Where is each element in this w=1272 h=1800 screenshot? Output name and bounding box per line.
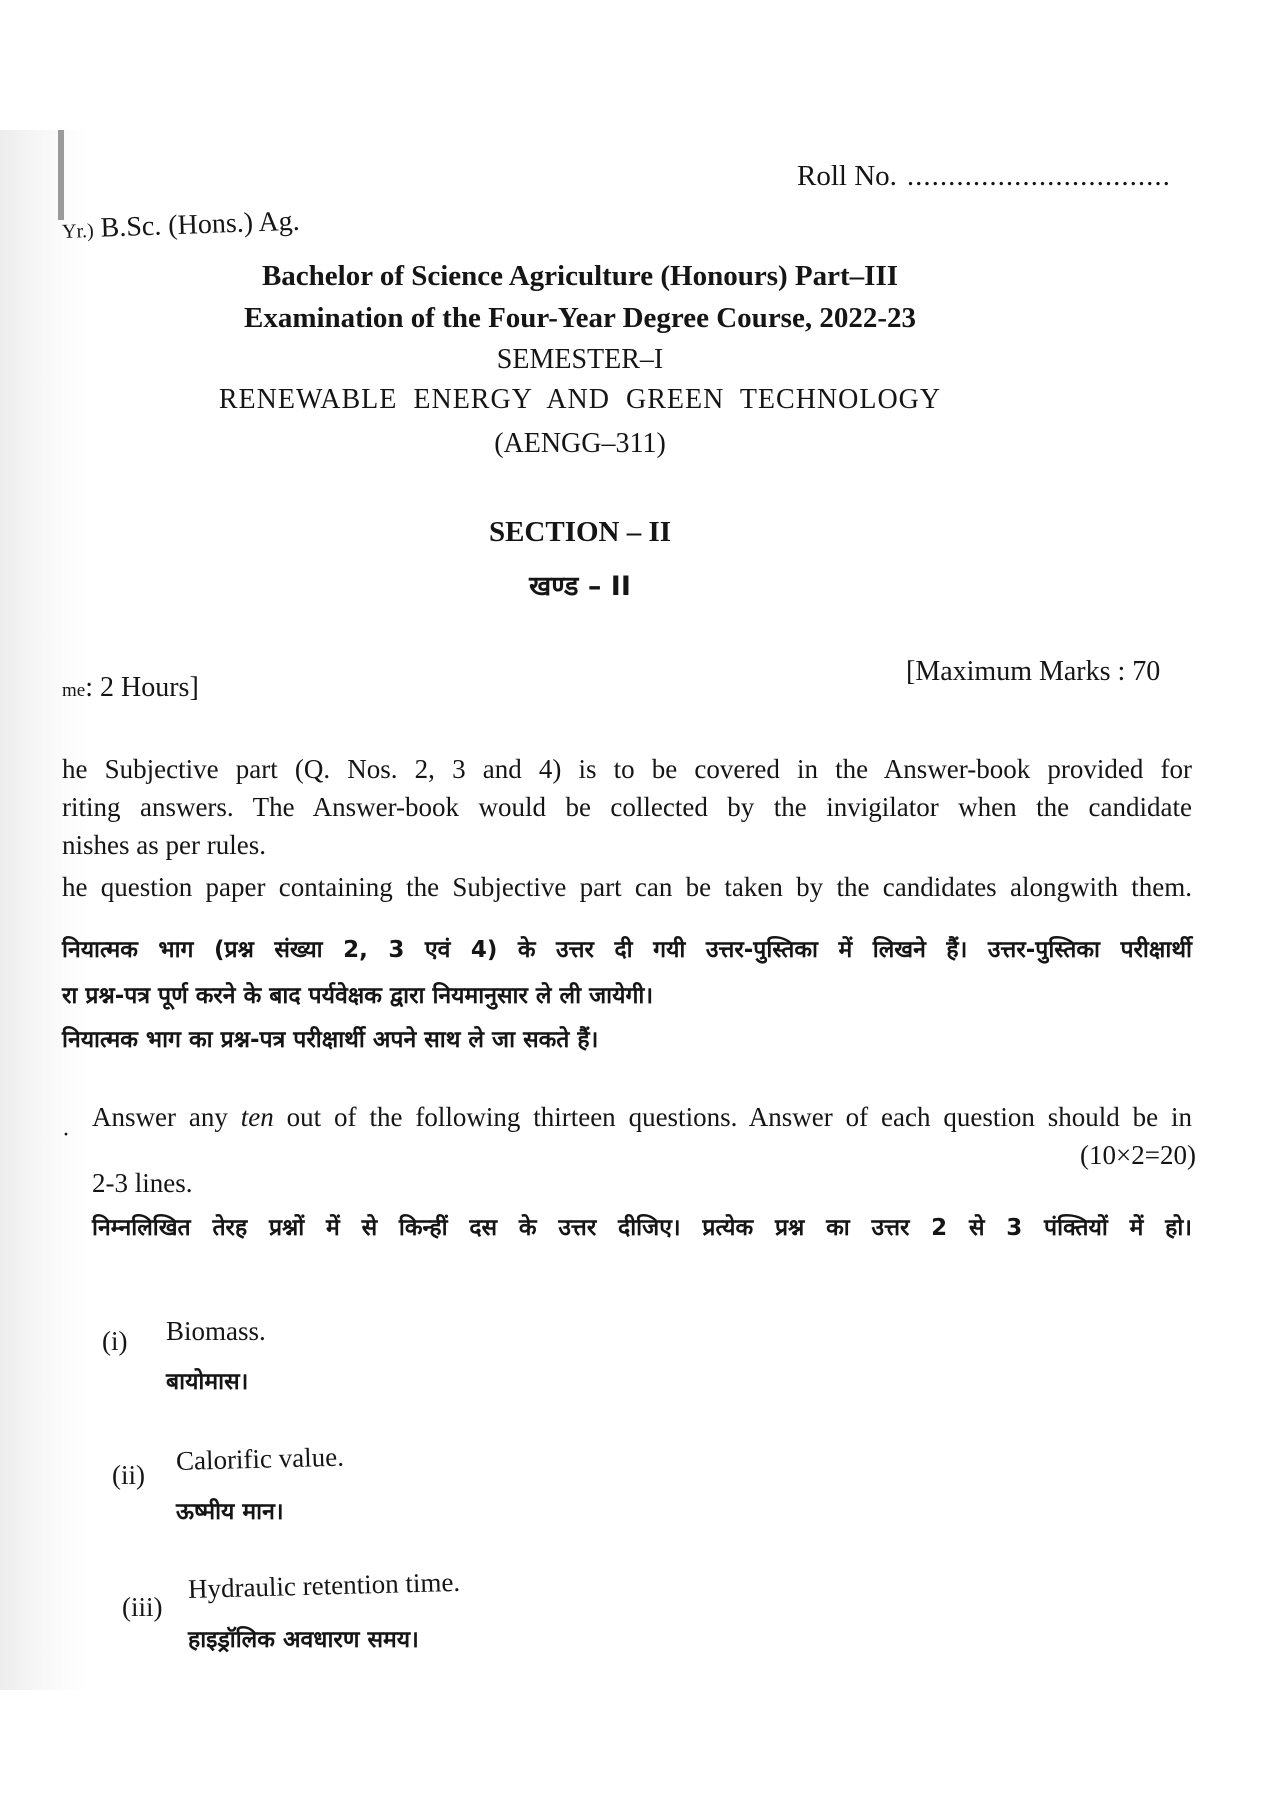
roll-dots: ................................ [906,160,1171,192]
sub-question-number: (iii) [122,1592,163,1622]
section-heading: SECTION – II [488,516,672,548]
sub-question-english: Hydraulic retention time. [187,1566,461,1604]
maximum-marks: [Maximum Marks : 70 [906,656,1161,687]
semester-label: SEMESTER–I [496,344,664,375]
sub-question-hindi: बायोमास। [166,1369,249,1395]
instruction-hindi-2: नियात्मक भाग का प्रश्न-पत्र परीक्षार्थी अपने साथ ले जा सकते हैं। [62,1027,599,1053]
binding-edge [58,130,64,220]
question-1-text-pre: Answer any [92,1102,241,1132]
question-1-text-post: out of the following thirteen questions. Answer of each question should be in [273,1102,1193,1132]
instruction-hindi-1-line1: नियात्मक भाग (प्रश्न संख्या 2, 3 एवं 4) के उत्तर दी गयी उत्तर-पुस्तिका में लिखने हैं। उत्तर-पुस्तिका परीक्षार्थी [62,937,1192,963]
instruction-line: he Subjective part (Q. Nos. 2, 3 and 4) is to be covered in the Answer-book provided for [62,754,1192,784]
instruction-line: nishes as per rules. [62,830,266,860]
instruction-line: riting answers. The Answer-book would be collected by the invigilator when the candidate [62,792,1192,822]
question-1-hindi: निम्नलिखित तेरह प्रश्नों में से किन्हीं दस के उत्तर दीजिए। प्रत्येक प्रश्न का उत्तर 2 से 3 पंक्तियों में हो। [92,1215,1192,1241]
program-label: B.Sc. (Hons.) Ag. [100,205,301,244]
program-fragment: Yr.) [61,219,95,243]
sub-question-hindi: ऊष्मीय मान। [176,1499,284,1525]
instruction-english-2: he question paper containing the Subjective part can be taken by the candidates alongwith them. [62,872,1192,902]
title-line-2: Examination of the Four-Year Degree Course, 2022-23 [244,302,916,334]
roll-label: Roll No. [797,160,897,192]
course-code: (AENGG–311) [494,428,666,459]
subject-title: RENEWABLE ENERGY AND GREEN TECHNOLOGY [218,384,942,415]
instruction-hindi-1-line2: रा प्रश्न-पत्र पूर्ण करने के बाद पर्यवेक्षक द्वारा नियमानुसार ले ली जायेगी। [62,983,654,1009]
question-1-marks: (10×2=20) [1080,1140,1196,1170]
sub-question-number: (i) [102,1326,128,1356]
sub-question-english: Calorific value. [175,1441,345,1476]
question-number: · [62,1122,70,1148]
title-line-1: Bachelor of Science Agriculture (Honours) Part–III [261,260,899,292]
time-label: : 2 Hours] [85,672,199,703]
roll-number-field [797,160,1171,193]
question-1-text [92,1102,1192,1133]
program-name [61,206,300,246]
question-1-emphasis: ten [240,1102,274,1132]
sub-question-number: (ii) [112,1460,145,1490]
question-1-continuation: 2-3 lines. [92,1168,193,1198]
sub-question-english: Biomass. [166,1316,266,1346]
time-fragment: me [62,680,86,701]
time-allowed [62,672,199,704]
instruction-english-1 [62,750,1192,864]
sub-question-hindi: हाइड्रॉलिक अवधारण समय। [188,1627,419,1653]
section-heading-hindi: खण्ड – II [529,571,631,602]
